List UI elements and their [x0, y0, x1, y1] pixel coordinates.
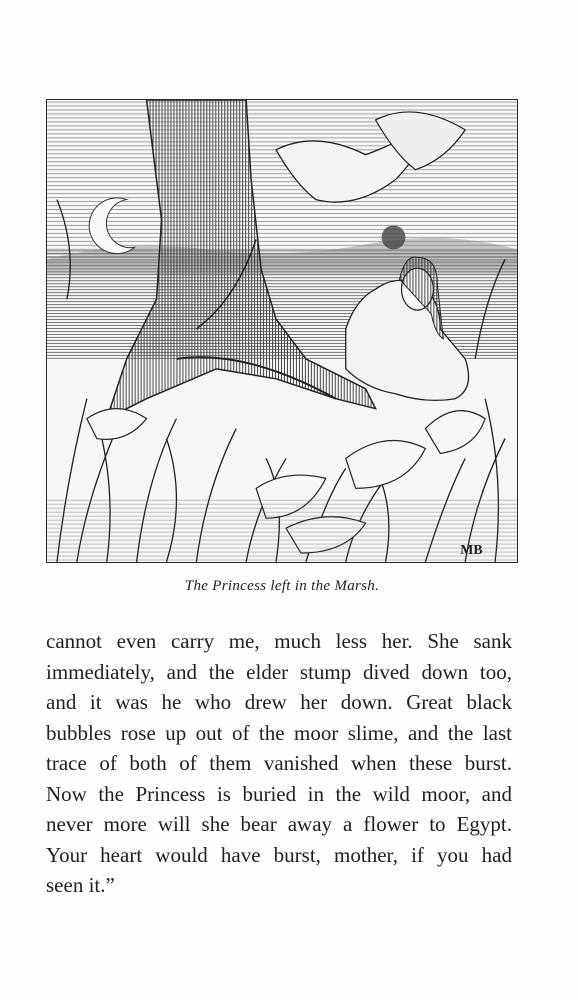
text-line: immediately, and the elder stump dived down too,	[46, 659, 512, 684]
text-line: seen it.”	[46, 873, 115, 897]
text-line: never more will she bear away a flower to Egypt.	[46, 812, 512, 836]
engraver-signature: MB	[460, 543, 483, 559]
text-line: Now the Princess is buried in the wild moor, and	[46, 781, 512, 806]
illustration-caption: The Princess left in the Marsh.	[184, 578, 380, 594]
text-line: bubbles rose up out of the moor slime, and the last	[46, 720, 512, 745]
text-line: cannot even carry me, much less her. She sank	[46, 629, 512, 653]
body-text	[46, 626, 512, 901]
text-line: Your heart would have burst, mother, if you had	[46, 842, 512, 867]
engraving-illustration-art	[47, 100, 517, 562]
text-line: and it was he who drew her down. Great black	[46, 690, 512, 714]
engraving-illustration	[46, 99, 518, 563]
text-line: trace of both of them vanished when these burst.	[46, 751, 512, 775]
